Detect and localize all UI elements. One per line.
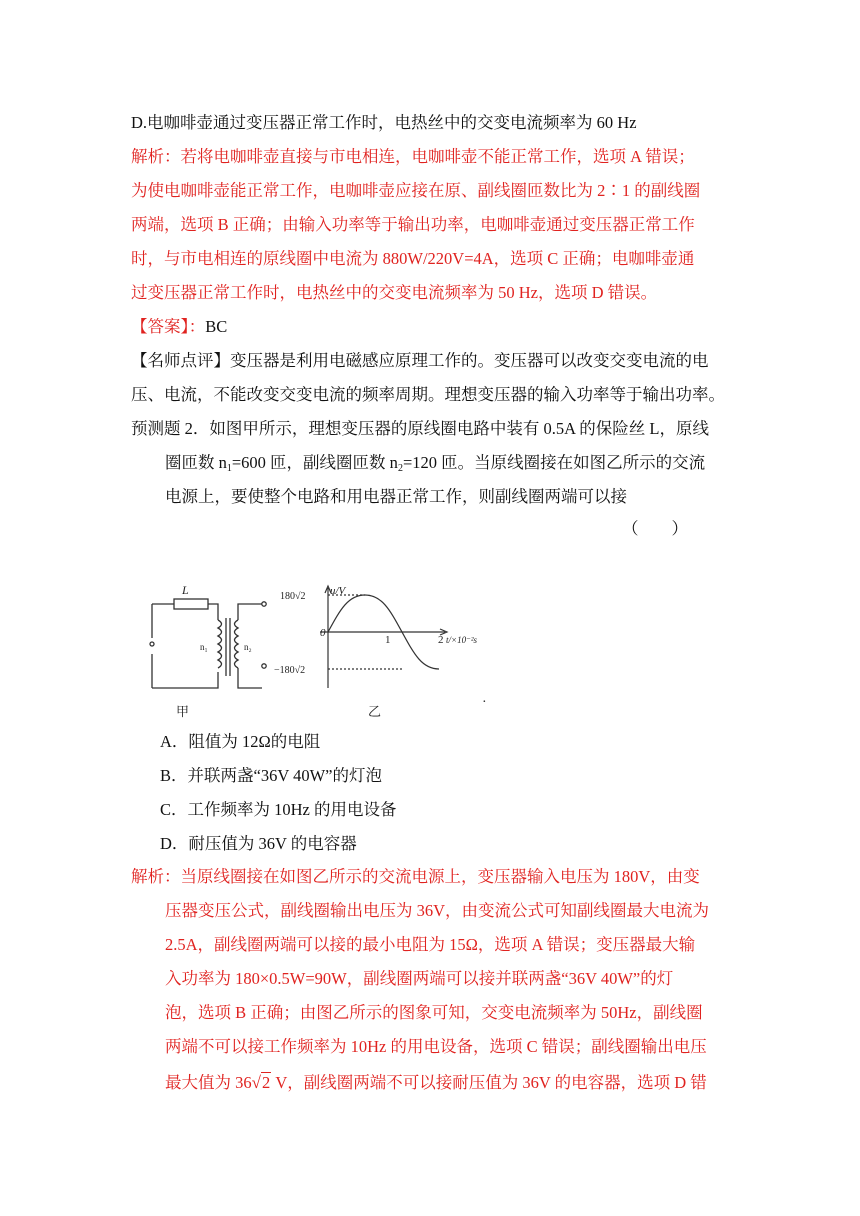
solution-line-1: 解析：若将电咖啡壶直接与市电相连，电咖啡壶不能正常工作，选项 A 错误； — [131, 147, 695, 166]
figure-right-label: 乙 — [368, 704, 382, 719]
y-min-label: −180√2 — [274, 665, 306, 676]
n1-label: n₁ — [200, 642, 208, 652]
option-d: D．耐压值为 36V 的电容器 — [160, 834, 357, 853]
solution-line-5: 过变压器正常工作时，电热丝中的交变电流频率为 50 Hz，选项 D 错误。 — [131, 283, 658, 302]
x-axis-label: t/×10⁻²s — [446, 635, 478, 645]
option-a: A．阻值为 12Ω的电阻 — [160, 732, 321, 751]
question-text: 圈匝数 n — [165, 453, 227, 472]
analysis-line-2: 压器变压公式，副线圈输出电压为 36V，由变流公式可知副线圈最大电流为 — [165, 901, 710, 920]
question-line-2 — [165, 452, 705, 480]
analysis-line-5: 泡，选项 B 正确；由图乙所示的图象可知，交变电流频率为 50Hz，副线圈 — [165, 1003, 703, 1022]
subscript: 1 — [226, 463, 232, 474]
fuse-icon — [174, 599, 208, 609]
answer-label: 【答案】： — [131, 317, 206, 336]
sqrt-expression — [252, 1072, 272, 1094]
waveform-graph — [320, 586, 447, 688]
figure-left-label: 甲 — [176, 704, 190, 719]
comment-line-1: 【名师点评】变压器是利用电磁感应原理工作的。变压器可以改变交变电流的电 — [131, 351, 709, 370]
n2-label: n₂ — [244, 642, 252, 652]
question-line-3: 电源上，要使整个电路和用电器正常工作，则副线圈两端可以接 — [165, 487, 627, 506]
tick-label-2: 2 — [438, 634, 444, 646]
answer-value: BC — [205, 317, 228, 336]
analysis-line-4: 入功率为 180×0.5W=90W，副线圈两端可以接并联两盏“36V 40W”的灯 — [165, 969, 674, 988]
radical-sign: √ — [251, 1073, 261, 1092]
analysis-text: V，副线圈两端不可以接耐压值为 36V 的电容器，选项 D 错 — [271, 1073, 707, 1092]
circuit-and-waveform-figure — [140, 580, 510, 720]
answer-blank: （ ） — [622, 519, 688, 538]
option-c: C．工作频率为 10Hz 的用电设备 — [160, 800, 397, 819]
question-text: =600 匝，副线圈匝数 n — [231, 453, 398, 472]
radicand: 2 — [261, 1073, 271, 1092]
stray-dot: · — [482, 695, 487, 710]
y-axis-label: u/V — [330, 585, 346, 597]
tick-label-1: 1 — [385, 634, 391, 646]
prev-option-d: D.电咖啡壶通过变压器正常工作时，电热丝中的交变电流频率为 60 Hz — [131, 113, 637, 132]
solution-line-3: 两端，选项 B 正确；由输入功率等于输出功率，电咖啡壶通过变压器正常工作 — [131, 215, 695, 234]
comment-line-2: 压、电流，不能改变交变电流的频率周期。理想变压器的输入功率等于输出功率。 — [131, 385, 725, 404]
analysis-line-1: 解析：当原线圈接在如图乙所示的交流电源上，变压器输入电压为 180V，由变 — [131, 867, 700, 886]
origin-label: 0 — [320, 627, 326, 639]
fuse-label: L — [182, 583, 189, 597]
question-line-1: 预测题 2．如图甲所示，理想变压器的原线圈电路中装有 0.5A 的保险丝 L，原线 — [131, 419, 709, 438]
analysis-text: 最大值为 36 — [165, 1073, 252, 1092]
analysis-line-6: 两端不可以接工作频率为 10Hz 的用电设备，选项 C 错误；副线圈输出电压 — [165, 1037, 707, 1056]
solution-line-2: 为使电咖啡壶能正常工作，电咖啡壶应接在原、副线圈匝数比为 2∶1 的副线圈 — [131, 181, 701, 200]
analysis-line-3: 2.5A，副线圈两端可以接的最小电阻为 15Ω，选项 A 错误；变压器最大输 — [165, 935, 696, 954]
subscript: 2 — [397, 463, 403, 474]
analysis-line-7 — [165, 1072, 707, 1094]
option-b: B．并联两盏“36V 40W”的灯泡 — [160, 766, 382, 785]
y-max-label: 180√2 — [280, 591, 306, 602]
solution-line-4: 时，与市电相连的原线圈中电流为 880W/220V=4A，选项 C 正确；电咖啡壶通 — [131, 249, 695, 268]
question-text: =120 匝。当原线圈接在如图乙所示的交流 — [402, 453, 706, 472]
answer-line — [131, 316, 227, 338]
